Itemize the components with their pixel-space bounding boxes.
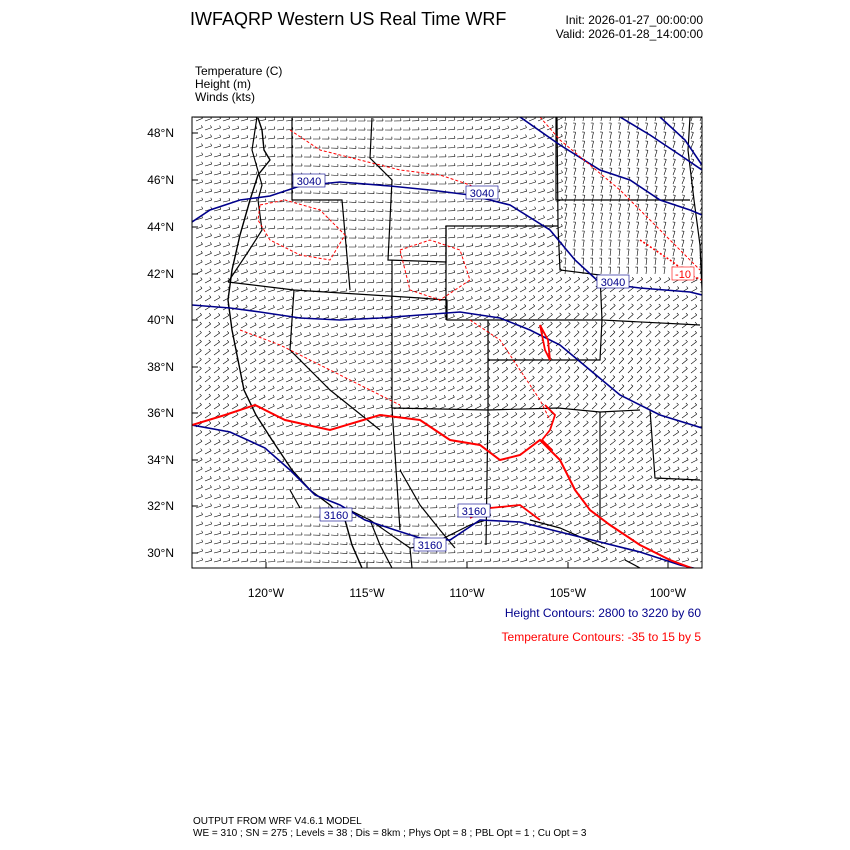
model-config: WE = 310 ; SN = 275 ; Levels = 38 ; Dis = 8km ; Phys Opt = 8 ; PBL Opt = 1 ; Cu Opt = 3	[193, 828, 587, 839]
latitude-labels	[147, 126, 174, 560]
lat-label: 30°N	[147, 546, 174, 560]
temp-label: -10	[675, 269, 691, 281]
lon-label: 110°W	[449, 586, 485, 600]
lon-label: 120°W	[247, 586, 285, 600]
state-borders	[194, 117, 702, 568]
lat-label: 48°N	[147, 126, 174, 140]
lon-label: 100°W	[649, 586, 687, 600]
longitude-labels	[248, 586, 687, 600]
field-temperature: Temperature (C)	[195, 64, 283, 78]
lat-label: 46°N	[147, 173, 174, 187]
height-contours	[192, 117, 702, 570]
lat-label: 32°N	[147, 499, 174, 513]
height-label: 3160	[461, 506, 487, 518]
height-label: 3160	[417, 540, 443, 552]
model-info: OUTPUT FROM WRF V4.6.1 MODEL	[193, 816, 362, 827]
map-frame	[192, 117, 702, 568]
lat-label: 40°N	[147, 313, 174, 327]
lon-label: 105°W	[549, 586, 587, 600]
field-height: Height (m)	[195, 77, 252, 91]
init-time: Init: 2026-01-27_00:00:00	[565, 13, 703, 27]
temperature-contours-legend: Temperature Contours: -35 to 15 by 5	[501, 630, 701, 644]
lat-label: 44°N	[147, 220, 174, 234]
height-contours-legend: Height Contours: 2800 to 3220 by 60	[504, 606, 701, 620]
lat-label: 36°N	[147, 406, 174, 420]
valid-time: Valid: 2026-01-28_14:00:00	[555, 27, 703, 41]
height-label: 3160	[323, 510, 349, 522]
lat-label: 38°N	[147, 360, 174, 374]
height-label: 3040	[600, 277, 626, 289]
lat-label: 34°N	[147, 453, 174, 467]
temperature-contours	[192, 117, 702, 572]
field-winds: Winds (kts)	[195, 90, 255, 104]
wind-barbs	[196, 114, 707, 563]
height-label: 3040	[469, 188, 495, 200]
temperature-contour-labels	[672, 267, 694, 281]
wind-barb	[196, 114, 707, 563]
lon-label: 115°W	[349, 586, 385, 600]
lat-label: 42°N	[147, 267, 174, 281]
map-title: IWFAQRP Western US Real Time WRF	[190, 9, 507, 29]
height-label: 3040	[296, 176, 322, 188]
